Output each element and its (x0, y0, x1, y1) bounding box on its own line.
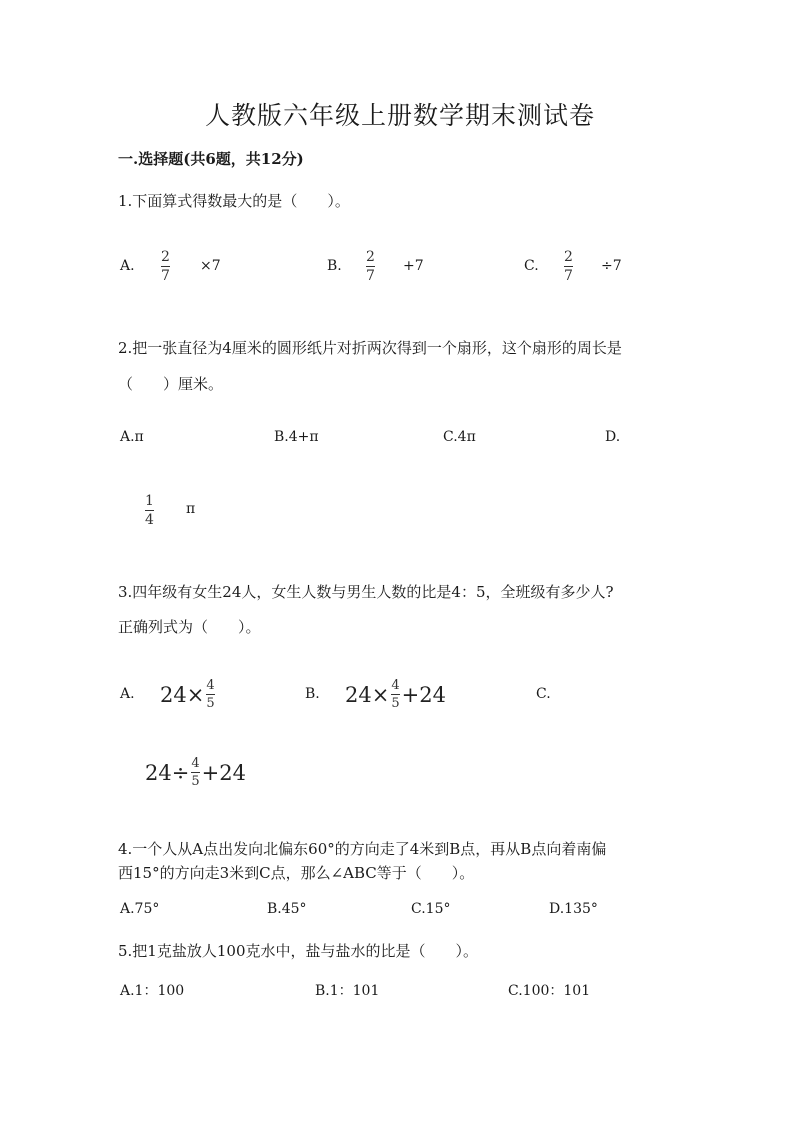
fraction-bar (206, 694, 214, 695)
fraction-numerator: 4 (391, 678, 400, 693)
q1-option-c-label: C. (524, 258, 539, 274)
q3-option-c-expression (145, 757, 246, 788)
fraction-numerator: 4 (191, 756, 200, 771)
question-2-stem-line-1: 2.把一张直径为4厘米的圆形纸片对折两次得到一个扇形，这个扇形的周长是 (118, 339, 622, 357)
question-1-stem: 1.下面算式得数最大的是（ ）。 (118, 192, 350, 210)
question-4-stem-line-2: 西15°的方向走3米到C点，那么∠ABC等于（ ）。 (118, 864, 475, 882)
expr-fraction (391, 679, 399, 710)
expr-suffix: +24 (201, 760, 246, 785)
fraction-denominator: 7 (564, 268, 573, 284)
fraction-numerator: 1 (145, 493, 154, 509)
q2-option-b: B.4+π (274, 429, 319, 445)
q3-option-c-label: C. (536, 686, 551, 702)
q1-option-b-operation: +7 (403, 258, 424, 274)
q1-option-c-operation: ÷7 (601, 258, 622, 274)
expr-prefix: 24÷ (145, 760, 190, 785)
question-2-stem-line-2: （ ）厘米。 (118, 375, 224, 393)
q1-option-a-operation: ×7 (200, 258, 221, 274)
fraction-bar (564, 266, 573, 267)
fraction-numerator: 2 (366, 249, 375, 265)
section-heading: 一.选择题(共6题，共12分) (118, 150, 304, 168)
expr-fraction (191, 757, 199, 788)
q2-option-a: A.π (120, 429, 144, 445)
expr-suffix: +24 (401, 682, 446, 707)
fraction-denominator: 5 (391, 696, 400, 711)
question-4-stem-line-1: 4.一个人从A点出发向北偏东60°的方向走了4米到B点，再从B点向着南偏 (118, 840, 607, 858)
fraction-denominator: 5 (191, 774, 200, 789)
q1-option-c-fraction (564, 250, 573, 283)
fraction-bar (366, 266, 375, 267)
q2-option-d-fraction (145, 494, 154, 527)
fraction-bar (391, 694, 399, 695)
q4-option-d: D.135° (549, 901, 598, 917)
fraction-bar (161, 266, 170, 267)
q3-option-a-label: A. (120, 686, 135, 702)
fraction-denominator: 5 (206, 696, 215, 711)
fraction-denominator: 7 (366, 268, 375, 284)
fraction-denominator: 7 (161, 268, 170, 284)
q4-option-c: C.15° (411, 901, 451, 917)
q3-option-b-expression (345, 679, 446, 710)
q5-option-c: C.100：101 (508, 983, 591, 999)
question-5-stem: 5.把1克盐放人100克水中，盐与盐水的比是（ ）。 (118, 942, 478, 960)
expr-prefix: 24× (345, 682, 390, 707)
question-3-stem-line-2: 正确列式为（ ）。 (118, 618, 261, 636)
q5-option-b: B.1：101 (315, 983, 380, 999)
page-title: 人教版六年级上册数学期末测试卷 (204, 101, 595, 130)
q1-option-b-label: B. (327, 258, 342, 274)
expr-prefix: 24× (160, 682, 205, 707)
question-3-stem-line-1: 3.四年级有女生24人，女生人数与男生人数的比是4：5，全班级有多少人? (118, 583, 614, 601)
q2-option-c: C.4π (443, 429, 476, 445)
fraction-denominator: 4 (145, 512, 154, 528)
q4-option-a: A.75° (120, 901, 160, 917)
fraction-numerator: 4 (206, 678, 215, 693)
q1-option-a-fraction (161, 250, 170, 283)
fraction-bar (145, 510, 154, 511)
expr-fraction (206, 679, 214, 710)
fraction-numerator: 2 (161, 249, 170, 265)
q2-option-d-label: D. (605, 429, 621, 445)
q5-option-a: A.1：100 (120, 983, 185, 999)
q4-option-b: B.45° (267, 901, 307, 917)
fraction-numerator: 2 (564, 249, 573, 265)
q1-option-b-fraction (366, 250, 375, 283)
fraction-bar (191, 772, 199, 773)
q2-option-d-pi: π (186, 501, 196, 517)
q3-option-a-expression (160, 679, 217, 710)
q1-option-a-label: A. (120, 258, 135, 274)
q3-option-b-label: B. (305, 686, 320, 702)
